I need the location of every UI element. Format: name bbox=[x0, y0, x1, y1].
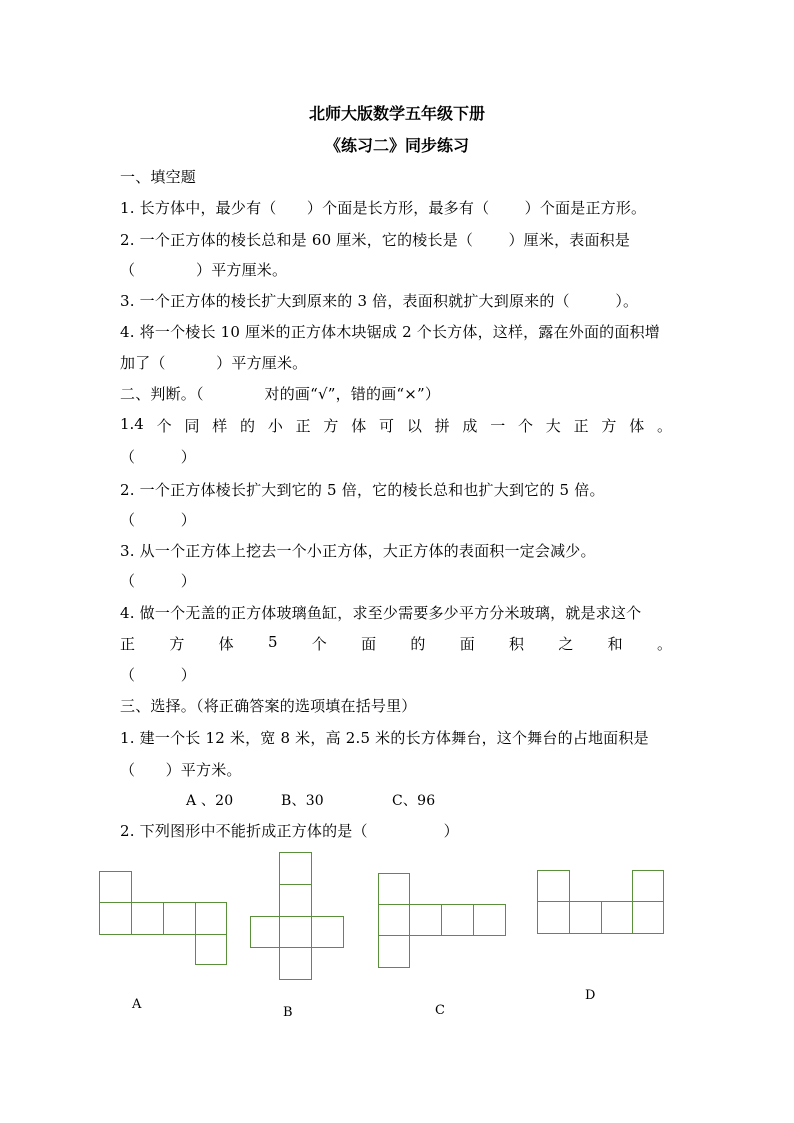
s3-q1-option-c: C、96 bbox=[392, 793, 436, 809]
s2-q1-char: 1.4 bbox=[120, 415, 144, 433]
s1-q4-line2: 加了（ ）平方厘米。 bbox=[120, 354, 308, 372]
s2-q1-char: 大 bbox=[545, 417, 561, 435]
page-subtitle: 《练习二》同步练习 bbox=[324, 136, 469, 155]
s2-q4-char: 之 bbox=[558, 635, 574, 653]
net-c-square bbox=[378, 873, 410, 905]
net-b-square bbox=[279, 852, 312, 885]
section3-heading: 三、选择。（将正确答案的选项填在括号里） bbox=[120, 697, 417, 715]
net-c-square bbox=[473, 904, 506, 936]
s2-q4-line1: 4. 做一个无盖的正方体玻璃鱼缸，求至少需要多少平方分米玻璃，就是求这个 bbox=[120, 604, 642, 622]
s2-q4-char: 方 bbox=[169, 635, 185, 653]
s1-q3: 3. 一个正方体的棱长扩大到原来的 3 倍，表面积就扩大到原来的（ ）。 bbox=[120, 292, 639, 310]
s2-q4-char: 。 bbox=[656, 635, 672, 653]
s1-q2-line2: （ ）平方厘米。 bbox=[120, 261, 288, 279]
s2-q1-char: 。 bbox=[656, 417, 672, 435]
s2-q1-char: 个 bbox=[156, 417, 172, 435]
s1-q2-line1: 2. 一个正方体的棱长总和是 60 厘米，它的棱长是（ ）厘米，表面积是 bbox=[120, 231, 631, 249]
s2-q1-char: 正 bbox=[295, 417, 311, 435]
s3-q2: 2. 下列图形中不能折成正方体的是（ ） bbox=[120, 822, 459, 840]
s2-q1-char: 以 bbox=[406, 417, 422, 435]
s2-q1-char: 的 bbox=[240, 417, 256, 435]
figure-label-d: D bbox=[585, 988, 596, 1003]
s2-q1-char: 体 bbox=[629, 417, 645, 435]
s2-q1-char: 体 bbox=[351, 417, 367, 435]
s2-q1-char: 方 bbox=[601, 417, 617, 435]
s2-q4-char: 和 bbox=[607, 635, 623, 653]
net-a-square bbox=[195, 902, 227, 935]
s2-q4-char: 积 bbox=[509, 635, 525, 653]
s3-q1-option-a: A 、20 bbox=[186, 793, 234, 809]
s2-q4-char: 体 bbox=[218, 635, 234, 653]
s2-q4-char: 的 bbox=[410, 635, 426, 653]
figure-label-c: C bbox=[435, 1003, 445, 1018]
figure-label-b: B bbox=[283, 1005, 293, 1020]
net-a-square bbox=[99, 871, 132, 903]
s2-q1-char: 可 bbox=[379, 417, 395, 435]
net-b-square bbox=[279, 884, 312, 917]
s2-q1-char: 一 bbox=[490, 417, 506, 435]
s2-q1-line1 bbox=[120, 415, 672, 436]
s2-q3-paren: （ ） bbox=[120, 572, 197, 590]
section1-heading: 一、填空题 bbox=[120, 168, 197, 186]
figure-label-a: A bbox=[132, 997, 142, 1012]
s2-q1-char: 个 bbox=[518, 417, 534, 435]
net-b-square bbox=[279, 947, 312, 980]
net-a-square bbox=[195, 934, 227, 965]
s2-q2-paren: （ ） bbox=[120, 511, 197, 529]
s2-q1-char: 小 bbox=[267, 417, 283, 435]
s2-q4-char: 面 bbox=[361, 635, 377, 653]
s2-q4-paren: （ ） bbox=[120, 666, 197, 684]
s2-q1-char: 拼 bbox=[434, 417, 450, 435]
net-d-square bbox=[569, 901, 602, 934]
net-a-square bbox=[131, 902, 164, 935]
s2-q1-char: 正 bbox=[573, 417, 589, 435]
s2-q1-char: 同 bbox=[184, 417, 200, 435]
s2-q2-line1: 2. 一个正方体棱长扩大到它的 5 倍，它的棱长总和也扩大到它的 5 倍。 bbox=[120, 481, 605, 499]
page-title: 北师大版数学五年级下册 bbox=[308, 104, 485, 123]
net-c-square bbox=[409, 904, 442, 936]
s3-q1-option-b: B、30 bbox=[281, 793, 324, 809]
net-b-square bbox=[311, 916, 344, 948]
net-a-square bbox=[163, 902, 196, 935]
s2-q4-char: 个 bbox=[311, 635, 327, 653]
s2-q1-char: 方 bbox=[323, 417, 339, 435]
net-d-square bbox=[632, 901, 664, 934]
net-d-square bbox=[537, 870, 570, 902]
net-c-square bbox=[441, 904, 474, 936]
net-d-square bbox=[632, 870, 664, 902]
s2-q3-line1: 3. 从一个正方体上挖去一个小正方体，大正方体的表面积一定会减少。 bbox=[120, 542, 596, 560]
s1-q1: 1. 长方体中，最少有（ ）个面是长方形，最多有（ ）个面是正方形。 bbox=[120, 199, 647, 217]
net-b-square bbox=[279, 916, 312, 948]
s2-q4-line2 bbox=[120, 633, 672, 654]
net-a-square bbox=[99, 902, 132, 935]
s2-q1-char: 样 bbox=[212, 417, 228, 435]
s2-q1-char: 成 bbox=[462, 417, 478, 435]
net-d-square bbox=[537, 901, 570, 934]
net-c-square bbox=[378, 935, 410, 968]
net-b-square bbox=[250, 916, 280, 948]
net-d-square bbox=[601, 901, 633, 934]
net-c-square bbox=[378, 904, 410, 936]
s3-q1-line2: （ ）平方米。 bbox=[120, 761, 242, 779]
s3-q1-line1: 1. 建一个长 12 米，宽 8 米，高 2.5 米的长方体舞台，这个舞台的占地面积是 bbox=[120, 729, 649, 747]
s2-q4-char: 5 bbox=[267, 633, 278, 651]
section2-heading: 二、判断。（ 对的画“√”，错的画“×”） bbox=[120, 385, 441, 403]
s1-q4-line1: 4. 将一个棱长 10 厘米的正方体木块锯成 2 个长方体，这样，露在外面的面积增 bbox=[120, 323, 660, 341]
s2-q1-paren: （ ） bbox=[120, 448, 197, 466]
s2-q4-char: 正 bbox=[120, 635, 136, 653]
s2-q4-char: 面 bbox=[459, 635, 475, 653]
